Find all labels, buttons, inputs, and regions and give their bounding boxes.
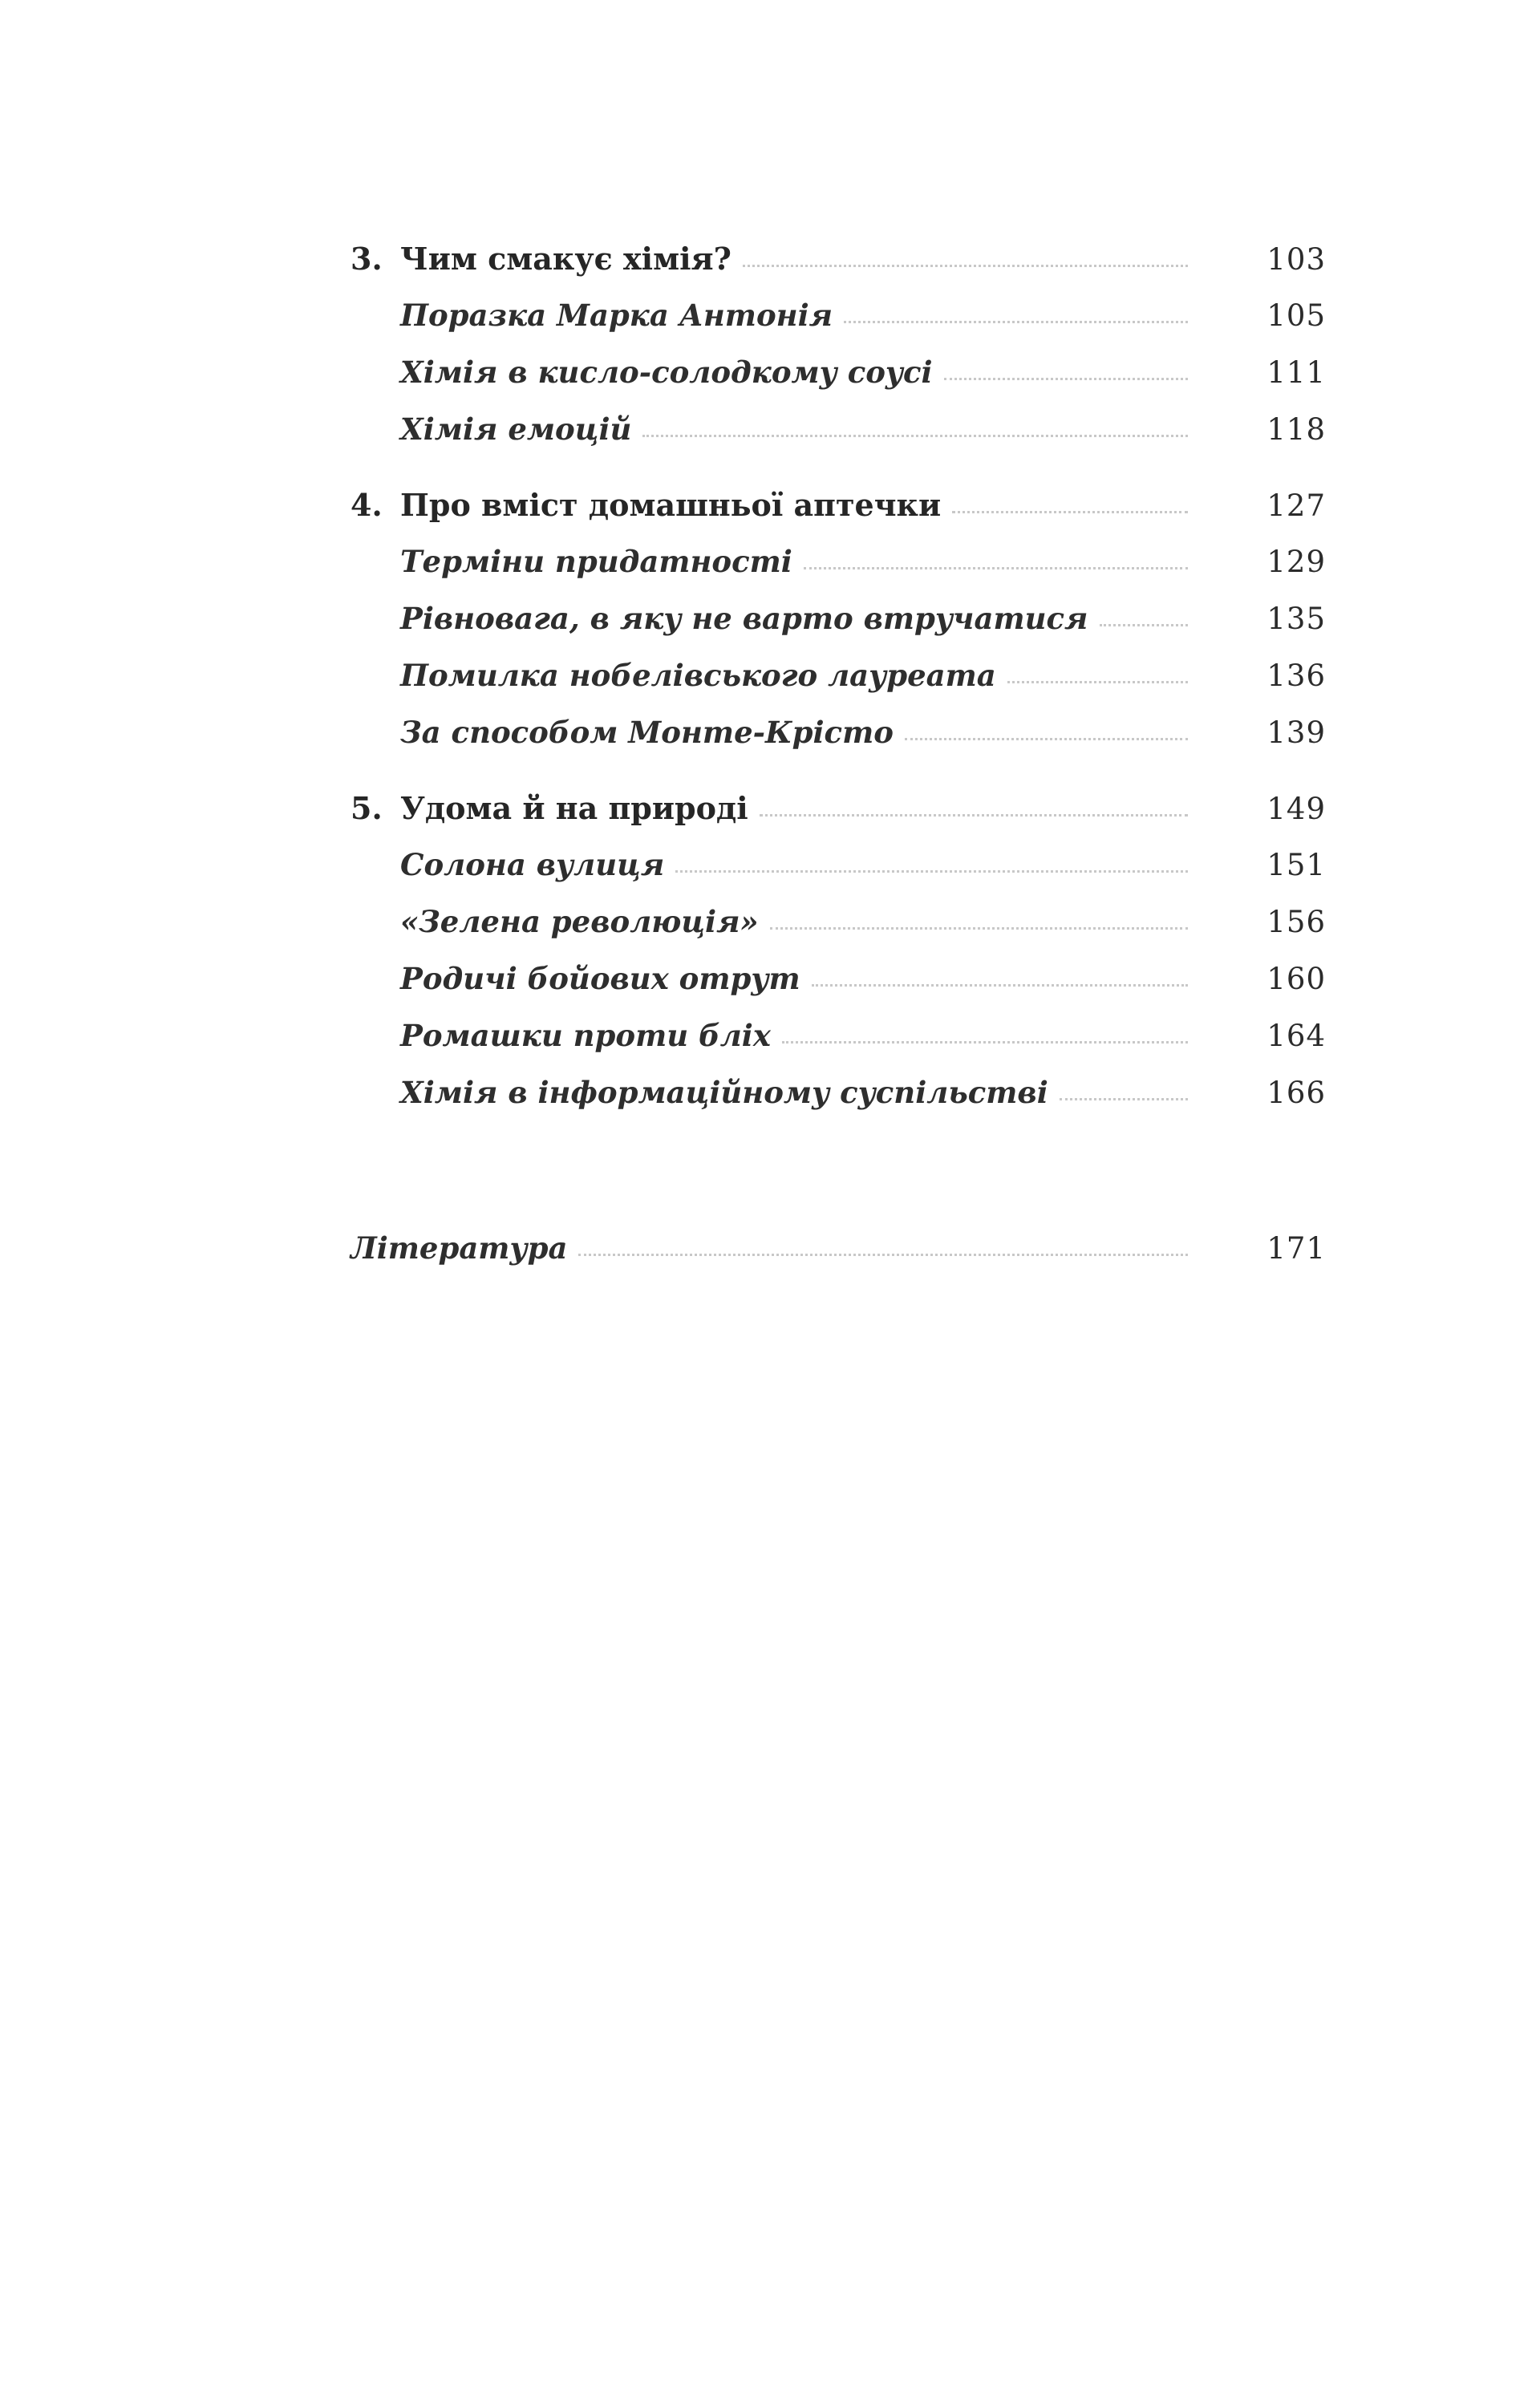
page-number: 139 xyxy=(1266,715,1326,750)
toc-literature-row xyxy=(351,1230,1326,1287)
page-number: 129 xyxy=(1266,545,1326,579)
chapter-number: 3. xyxy=(351,241,383,277)
chapter-number: 5. xyxy=(351,790,383,826)
toc-subentry-row xyxy=(351,961,1326,1018)
dot-leader xyxy=(578,1254,1188,1256)
subentry-title: Хімія в інформаційному суспільстві xyxy=(400,1075,1048,1110)
toc-subentry-row xyxy=(351,544,1326,601)
chapter-title: Чим смакує хімія? xyxy=(400,241,732,277)
page-number: 135 xyxy=(1266,602,1326,636)
page-number: 151 xyxy=(1266,848,1326,882)
dot-leader xyxy=(770,927,1188,930)
toc-subentry-row xyxy=(351,298,1326,355)
page-number: 111 xyxy=(1266,355,1326,390)
subentry-title: Солона вулиця xyxy=(400,847,665,882)
dot-leader xyxy=(844,321,1188,323)
table-of-contents xyxy=(351,241,1326,1287)
toc-subentry-row xyxy=(351,904,1326,961)
toc-subentry-row xyxy=(351,601,1326,658)
dot-leader xyxy=(1007,681,1188,683)
chapter-title: Удома й на природі xyxy=(400,790,748,826)
chapter-number: 4. xyxy=(351,487,383,523)
page-number: 160 xyxy=(1266,962,1326,996)
toc-subentry-row xyxy=(351,411,1326,468)
dot-leader xyxy=(1100,624,1189,626)
subentry-title: Хімія в кисло-солодкому соусі xyxy=(400,355,933,390)
subentry-title: Поразка Марка Антонія xyxy=(400,298,833,333)
dot-leader xyxy=(944,378,1188,380)
subentry-title: Хімія емоцій xyxy=(400,411,632,447)
dot-leader xyxy=(642,435,1188,437)
subentry-title: Помилка нобелівського лауреата xyxy=(400,658,996,693)
page-number: 136 xyxy=(1266,659,1326,693)
dot-leader xyxy=(782,1041,1188,1044)
page-number: 164 xyxy=(1266,1019,1326,1053)
subentry-title: «Зелена революція» xyxy=(400,904,759,939)
toc-subentry-row xyxy=(351,1075,1326,1132)
dot-leader xyxy=(952,511,1188,513)
page-number: 127 xyxy=(1266,488,1326,523)
page-number: 105 xyxy=(1266,298,1326,333)
literature-title: Література xyxy=(351,1230,568,1266)
subentry-title: За способом Монте-Крісто xyxy=(400,715,894,750)
toc-chapter-row xyxy=(351,241,1326,298)
page-number: 156 xyxy=(1266,905,1326,939)
subentry-title: Терміни придатності xyxy=(400,544,792,579)
toc-chapter-row xyxy=(351,790,1326,847)
subentry-title: Рівновага, в яку не варто втручатися xyxy=(400,601,1088,636)
subentry-title: Ромашки проти бліх xyxy=(400,1018,771,1053)
dot-leader xyxy=(760,814,1188,817)
dot-leader xyxy=(905,738,1188,740)
page-number: 103 xyxy=(1266,242,1326,277)
page-number: 171 xyxy=(1266,1231,1326,1266)
dot-leader xyxy=(812,984,1188,987)
toc-chapter-row xyxy=(351,487,1326,544)
toc-subentry-row xyxy=(351,355,1326,411)
page-number: 149 xyxy=(1266,792,1326,826)
dot-leader xyxy=(743,265,1188,267)
chapter-title: Про вміст домашньої аптечки xyxy=(400,487,942,523)
page-number: 166 xyxy=(1266,1076,1326,1110)
dot-leader xyxy=(804,567,1188,569)
toc-subentry-row xyxy=(351,715,1326,772)
toc-subentry-row xyxy=(351,1018,1326,1075)
toc-subentry-row xyxy=(351,658,1326,715)
toc-subentry-row xyxy=(351,847,1326,904)
dot-leader xyxy=(1060,1098,1188,1100)
page-number: 118 xyxy=(1266,412,1326,447)
dot-leader xyxy=(675,870,1188,873)
subentry-title: Родичі бойових отрут xyxy=(400,961,800,996)
